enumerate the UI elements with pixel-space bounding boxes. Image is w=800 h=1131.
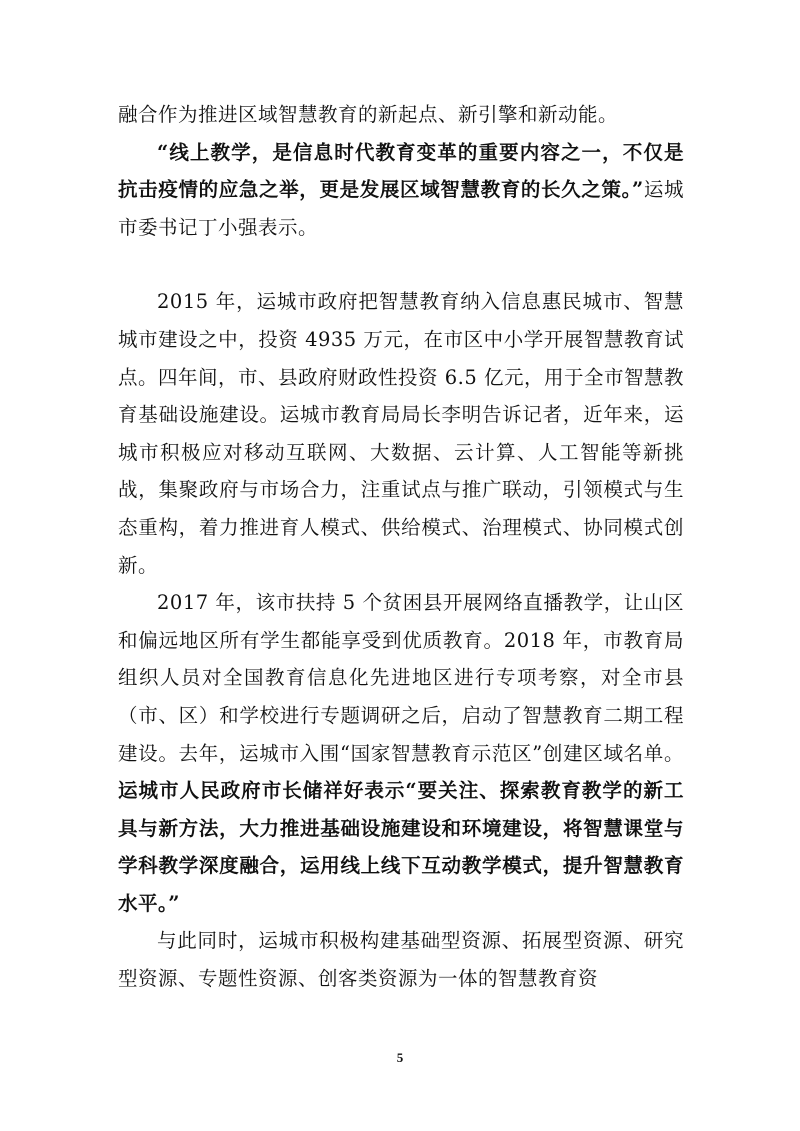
quote-mayor: 运城市人民政府市长储祥好表示“要关注、探索教育教学的新工具与新方法，大力推进基础设施建设和环境建设，将智慧课堂与学科教学深度融合，运用线上线下互动教学模式，提升智慧教育水平。” bbox=[118, 779, 684, 915]
paragraph-spacer bbox=[118, 246, 684, 283]
document-page bbox=[118, 96, 684, 998]
paragraph-2017 bbox=[118, 584, 684, 922]
paragraph-text: 2017 年，该市扶持 5 个贫困县开展网络直播教学，让山区和偏远地区所有学生都能享受到优质教育。2018 年，市教育局组织人员对全国教育信息化先进地区进行专项考察，对全市县（市、区）和学校进行专题调研之后，启动了智慧教育二期工程建设。去年，运城市入围“国家智慧教育示范区”创建区域名单。 bbox=[118, 591, 684, 765]
paragraph-text: 2015 年，运城市政府把智慧教育纳入信息惠民城市、智慧城市建设之中，投资 4935 万元，在市区中小学开展智慧教育试点。四年间，市、县政府财政性投资 6.5 亿元，用于全市智慧教育基础设施建设。运城市教育局局长李明告诉记者，近年来，运城市积极应对移动互联网、大数据、云计算、人工智能等新挑战，集聚政府与市场合力，注重试点与推广联动，引领模式与生态重构，着力推进育人模式、供给模式、治理模式、协同模式创新。 bbox=[118, 290, 684, 577]
paragraph-quote-party-secretary bbox=[118, 134, 684, 247]
paragraph-text: 融合作为推进区域智慧教育的新起点、新引擎和新动能。 bbox=[118, 103, 619, 126]
quote-text: “线上教学，是信息时代教育变革的重要内容之一，不仅是抗击疫情的应急之举，更是发展区域智慧教育的长久之策。” bbox=[118, 140, 684, 202]
page-number: 5 bbox=[396, 1050, 404, 1065]
quote-attribution: 运城市委书记丁小强表示。 bbox=[118, 178, 684, 239]
paragraph-continuation bbox=[118, 96, 684, 134]
paragraph-text: 与此同时，运城市积极构建基础型资源、拓展型资源、研究型资源、专题性资源、创客类资源为一体的智慧教育资 bbox=[118, 929, 684, 991]
paragraph-2015 bbox=[118, 283, 684, 584]
paragraph-resources bbox=[118, 922, 684, 997]
